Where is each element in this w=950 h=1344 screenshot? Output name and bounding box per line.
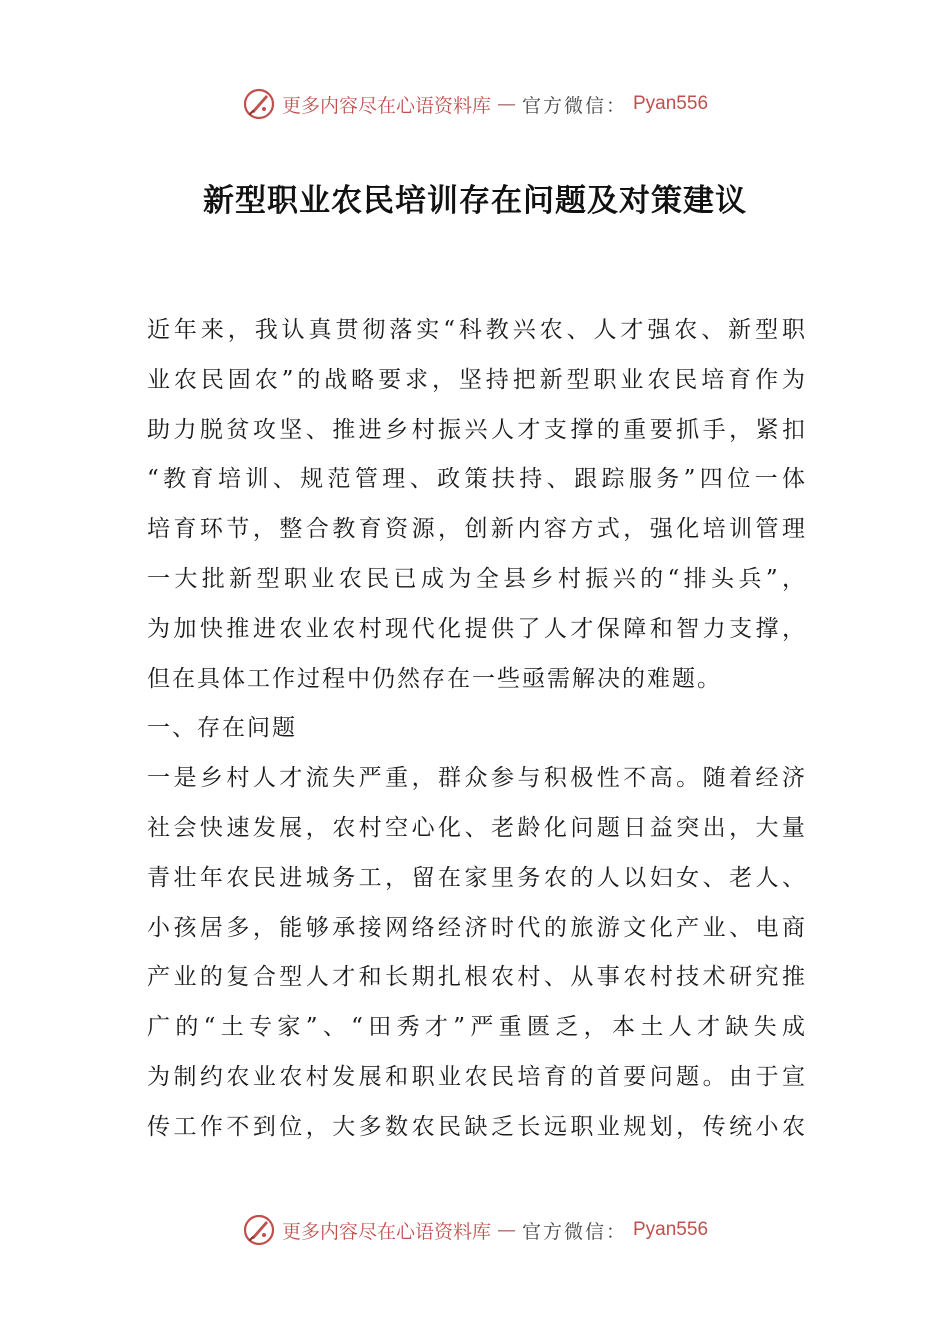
section-heading: 一、存在问题: [147, 715, 297, 742]
watermark-official-label: 官方微信：: [521, 1220, 627, 1243]
body-line: 小孩居多，能够承接网络经济时代的旅游文化产业、电商: [147, 914, 807, 941]
body-line: 助力脱贫攻坚、推进乡村振兴人才支撑的重要抓手，紧扣: [147, 416, 807, 443]
body-line: 社会快速发展，农村空心化、老龄化问题日益突出，大量: [147, 814, 807, 841]
watermark-header: [0, 84, 950, 124]
watermark-separator: —: [496, 1219, 516, 1241]
body-line: “教育培训、规范管理、政策扶持、跟踪服务”四位一体: [147, 466, 807, 493]
body-line: 一是乡村人才流失严重，群众参与积极性不高。随着经济: [147, 765, 807, 792]
document-title: 新型职业农民培训存在问题及对策建议: [203, 183, 747, 219]
body-line: 产业的复合型人才和长期扎根农村、从事农村技术研究推: [147, 964, 807, 991]
body-line: 传工作不到位，大多数农民缺乏长远职业规划，传统小农: [147, 1113, 807, 1140]
quill-logo-icon: [242, 1213, 276, 1247]
watermark-separator: —: [496, 93, 516, 115]
body-line: 青壮年农民进城务工，留在家里务农的人以妇女、老人、: [147, 864, 807, 891]
watermark-footer: [0, 1210, 950, 1250]
watermark-promo-text: 更多内容尽在心语资料库: [281, 1220, 491, 1243]
quill-logo-icon: [242, 87, 276, 121]
body-line: 业农民固农”的战略要求，坚持把新型职业农民培育作为: [147, 366, 807, 393]
body-line: 广的“土专家”、“田秀才”严重匮乏，本土人才缺失成: [147, 1014, 807, 1041]
body-line: 近年来，我认真贯彻落实“科教兴农、人才强农、新型职: [147, 317, 807, 343]
body-line: 为加快推进农业农村现代化提供了人才保障和智力支撑，: [147, 615, 807, 642]
body-line: 但在具体工作过程中仍然存在一些亟需解决的难题。: [147, 665, 722, 692]
watermark-wechat-id: Pyan556: [633, 1219, 709, 1240]
body-line: 为制约农业农村发展和职业农民培育的首要问题。由于宣: [147, 1063, 807, 1090]
body-line: 培育环节，整合教育资源，创新内容方式，强化培训管理: [147, 516, 807, 543]
document-body: [147, 306, 807, 1153]
body-line: 一大批新型职业农民已成为全县乡村振兴的“排头兵”，: [147, 565, 807, 592]
watermark-promo-text: 更多内容尽在心语资料库: [281, 94, 491, 117]
watermark-wechat-id: Pyan556: [633, 93, 709, 114]
watermark-official-label: 官方微信：: [521, 94, 627, 117]
